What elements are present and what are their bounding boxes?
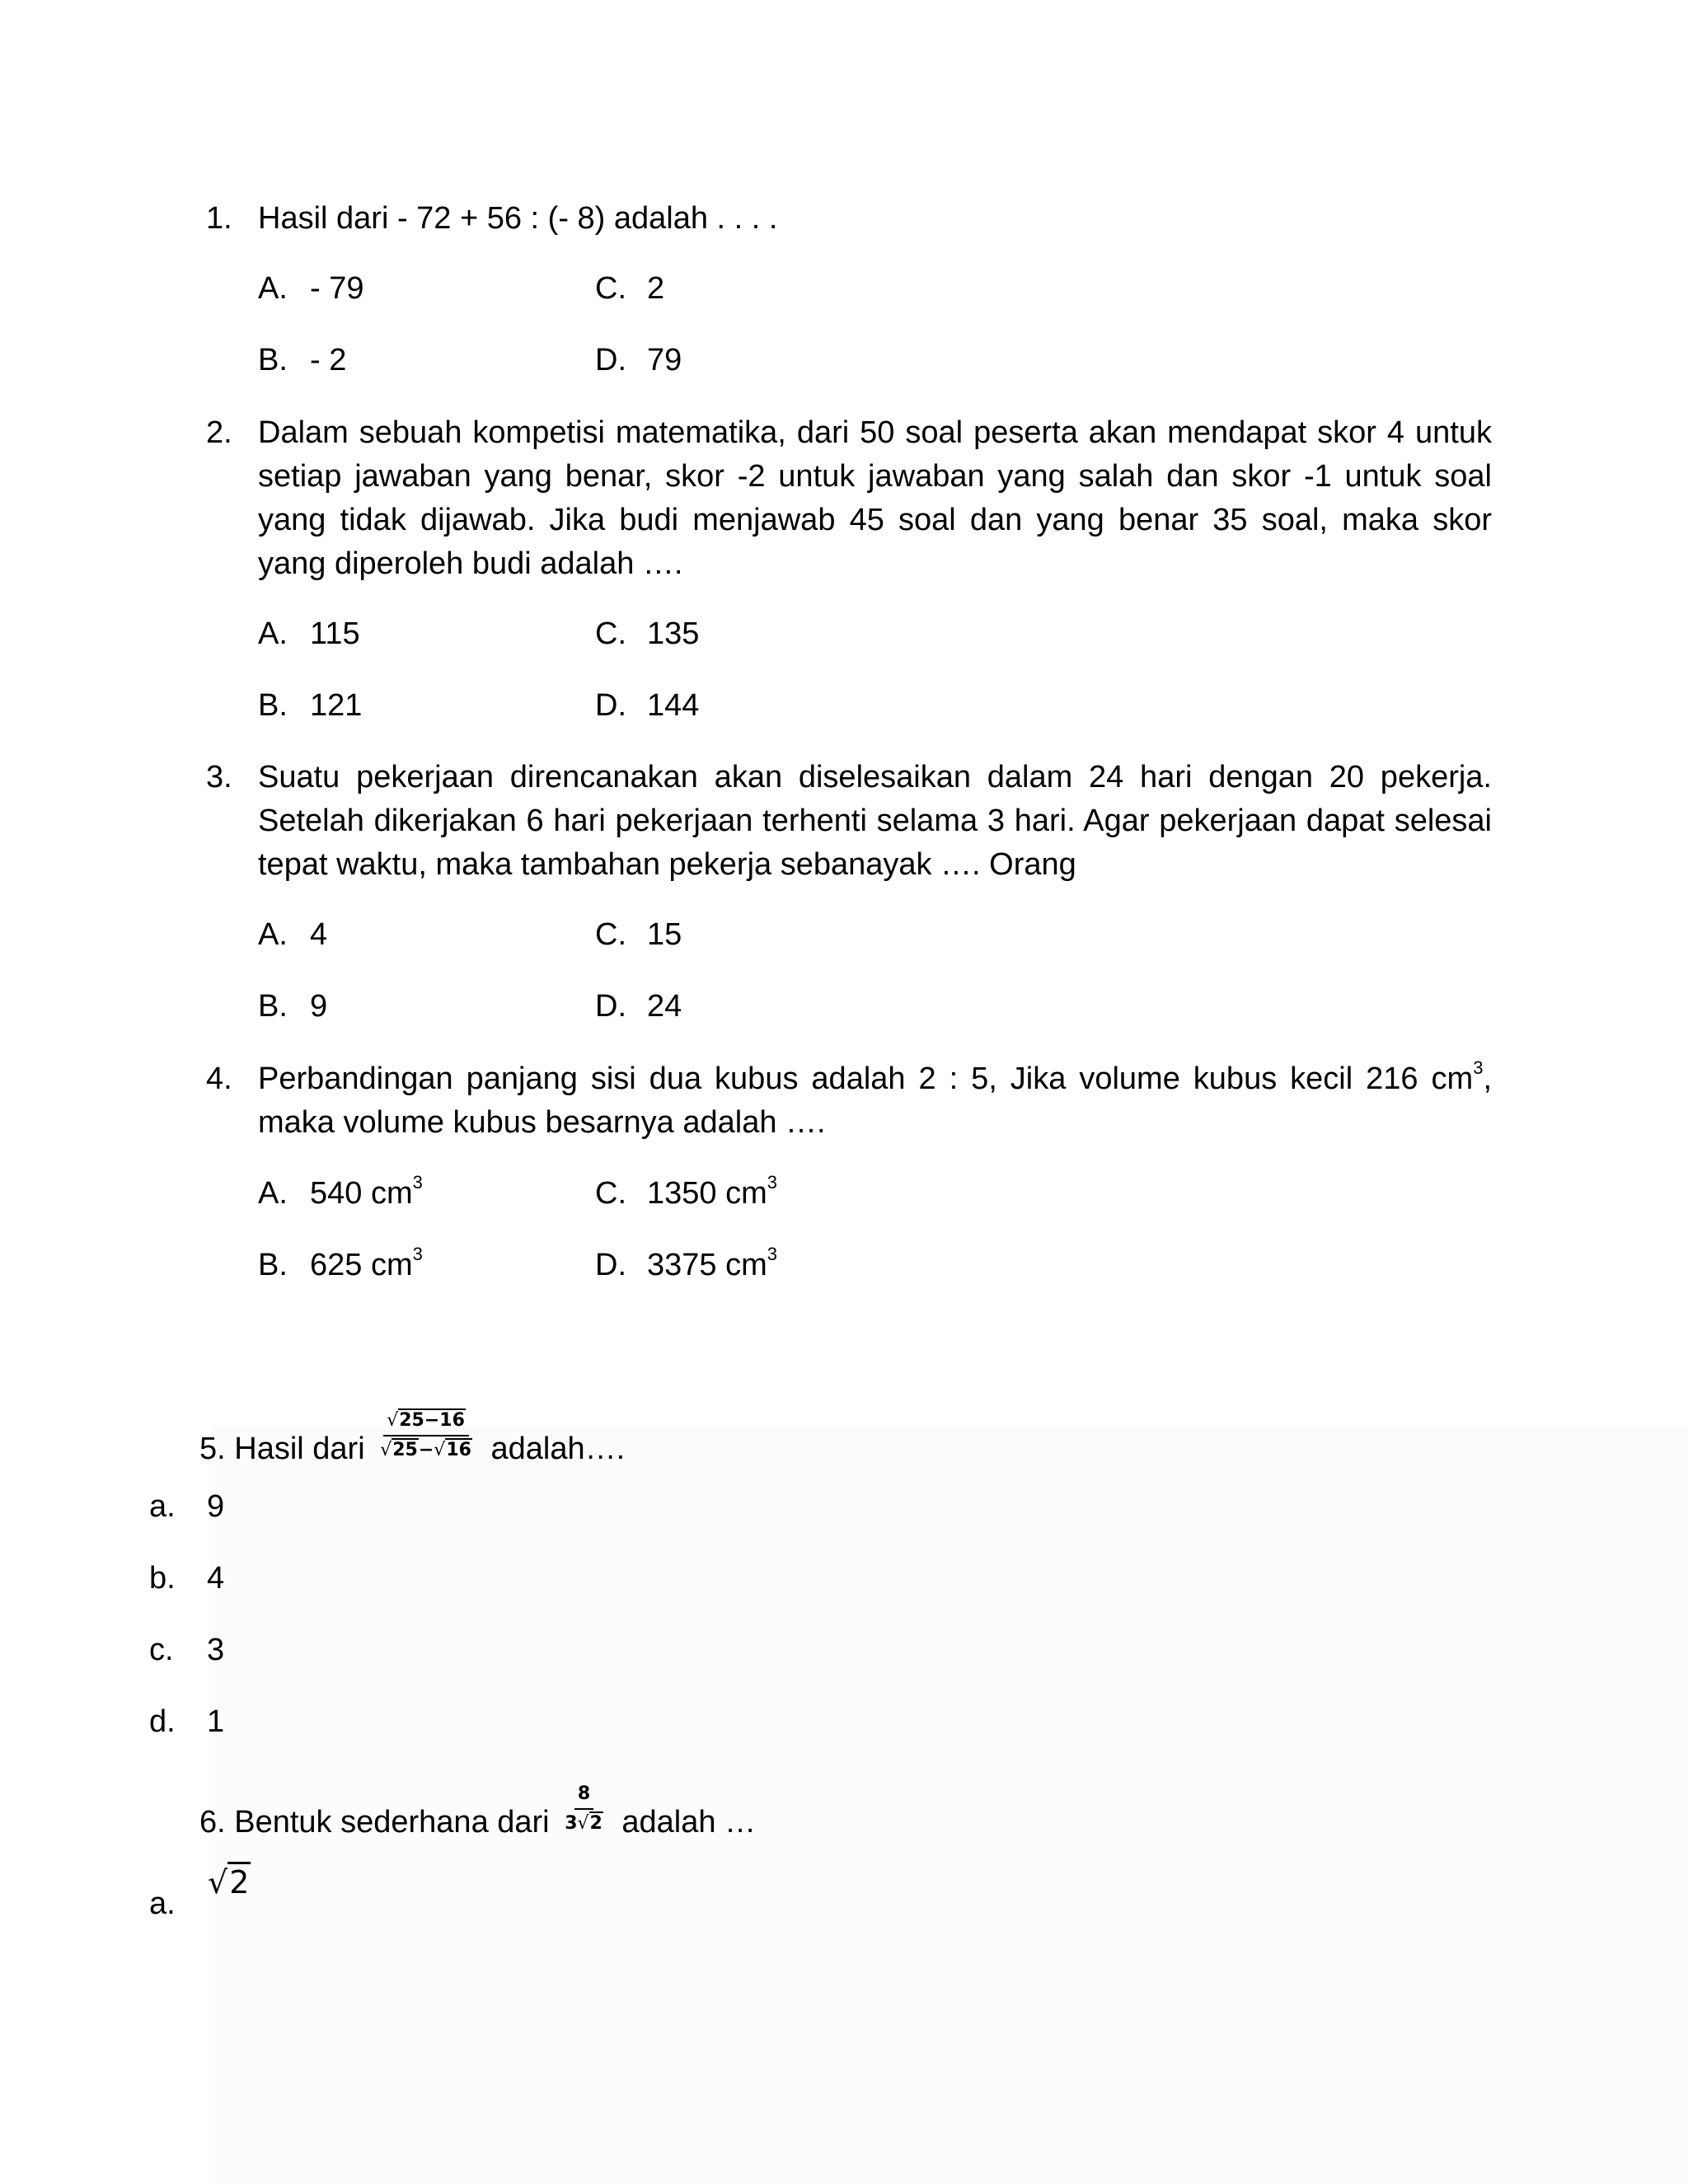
- sqrt-icon: √: [387, 1410, 399, 1431]
- option-letter: C.: [595, 1176, 626, 1211]
- option-a[interactable]: [149, 1882, 207, 1926]
- option-value: 15: [647, 917, 682, 952]
- option-letter: B.: [258, 688, 288, 723]
- radicand: 25: [392, 1440, 418, 1460]
- option-a[interactable]: [258, 1172, 423, 1216]
- option-d[interactable]: [595, 985, 682, 1029]
- question-label: 5. Hasil dari: [199, 1432, 365, 1467]
- option-value: 144: [647, 688, 700, 723]
- option-d[interactable]: [595, 684, 699, 728]
- option-letter: A.: [258, 616, 288, 651]
- radicand: 25−16: [399, 1410, 465, 1431]
- question-1: [206, 197, 1492, 241]
- option-letter: b.: [149, 1561, 176, 1596]
- question-number: 4.: [206, 1062, 232, 1096]
- option-letter: C.: [595, 271, 626, 306]
- option-unit: cm: [370, 1248, 413, 1282]
- option-a[interactable]: [258, 612, 360, 656]
- option-letter: D.: [595, 989, 626, 1024]
- option-value: 540: [310, 1176, 363, 1211]
- sqrt-icon: √: [434, 1440, 446, 1460]
- fraction: [561, 1783, 607, 1835]
- option-value: 79: [647, 343, 682, 377]
- question-tail: adalah….: [490, 1432, 626, 1467]
- option-c[interactable]: [595, 913, 682, 957]
- option-b[interactable]: [149, 1557, 224, 1601]
- question-3: [206, 756, 1492, 887]
- fraction: [377, 1409, 476, 1462]
- radicand: 16: [446, 1440, 471, 1460]
- option-letter: B.: [258, 1248, 288, 1282]
- option-letter: D.: [595, 1248, 626, 1282]
- sqrt-icon: √: [577, 1813, 589, 1834]
- option-a-value: [208, 1864, 251, 1900]
- question-text: Hasil dari - 72 + 56 : (- 8) adalah . . . .: [258, 201, 778, 236]
- option-value: 2: [647, 271, 665, 306]
- option-letter: A.: [258, 271, 288, 306]
- option-c[interactable]: [149, 1629, 224, 1672]
- option-b[interactable]: [258, 684, 362, 728]
- minus-sign: −: [418, 1440, 434, 1460]
- option-a[interactable]: [258, 913, 327, 957]
- option-letter: A.: [258, 1176, 288, 1211]
- option-letter: B.: [258, 989, 288, 1024]
- option-value: 4: [207, 1561, 225, 1596]
- option-value: 24: [647, 989, 682, 1024]
- option-b[interactable]: [258, 985, 327, 1029]
- fraction-numerator: 8: [574, 1783, 593, 1810]
- option-letter: a.: [149, 1886, 176, 1921]
- question-4: [206, 1057, 1492, 1145]
- option-letter: d.: [149, 1704, 176, 1739]
- option-value: 135: [647, 616, 700, 651]
- option-a[interactable]: [258, 267, 363, 311]
- question-number: 3.: [206, 760, 232, 794]
- option-d[interactable]: [149, 1700, 224, 1744]
- option-letter: C.: [595, 917, 626, 952]
- sqrt-icon: √: [208, 1864, 228, 1900]
- question-number: 2.: [206, 415, 232, 450]
- question-text-part: , maka volume kubus besarnya adalah ….: [258, 1062, 1492, 1140]
- option-value: 625: [310, 1248, 363, 1282]
- option-value: 3375: [647, 1248, 717, 1282]
- option-c[interactable]: [595, 612, 699, 656]
- question-text: [258, 1057, 1492, 1145]
- option-value: 9: [207, 1489, 225, 1524]
- question-tail: adalah …: [621, 1805, 757, 1840]
- superscript: 3: [412, 1244, 423, 1264]
- option-letter: c.: [149, 1633, 174, 1667]
- option-letter: D.: [595, 343, 626, 377]
- option-value: 9: [310, 989, 328, 1024]
- option-value: 3: [207, 1633, 225, 1667]
- fraction-numerator: [383, 1409, 469, 1436]
- question-5: [199, 1410, 626, 1477]
- option-value: - 79: [310, 271, 364, 306]
- option-letter: D.: [595, 688, 626, 723]
- question-2: [206, 411, 1492, 586]
- option-b[interactable]: [258, 339, 346, 382]
- option-value: - 2: [310, 343, 347, 377]
- option-value: 1350: [647, 1176, 717, 1211]
- fraction-denominator: [377, 1436, 476, 1462]
- option-unit: cm: [725, 1248, 767, 1282]
- sqrt-icon: √: [380, 1440, 392, 1460]
- fraction-denominator: [561, 1810, 607, 1835]
- option-unit: cm: [370, 1176, 413, 1211]
- radicand: 2: [227, 1862, 251, 1900]
- question-label: 6. Bentuk sederhana dari: [199, 1805, 550, 1840]
- option-letter: B.: [258, 343, 288, 377]
- superscript: 3: [767, 1172, 778, 1193]
- option-unit: cm: [725, 1176, 767, 1211]
- option-c[interactable]: [595, 1172, 777, 1216]
- option-b[interactable]: [258, 1244, 423, 1287]
- question-6: [199, 1783, 757, 1850]
- superscript: 3: [1473, 1057, 1484, 1078]
- option-letter: C.: [595, 616, 626, 651]
- question-text-part: Perbandingan panjang sisi dua kubus adalah 2 : 5, Jika volume kubus kecil 216 cm: [258, 1062, 1474, 1096]
- option-letter: a.: [149, 1489, 176, 1524]
- option-d[interactable]: [595, 339, 682, 382]
- option-d[interactable]: [595, 1244, 777, 1287]
- question-text: Suatu pekerjaan direncanakan akan diselesaikan dalam 24 hari dengan 20 pekerja. Setelah dikerjakan 6 hari pekerjaan terhenti selama 3 hari. Agar pekerjaan dapat selesai tepat waktu, maka tambahan pekerja sebanayak …. Orang: [258, 760, 1492, 882]
- option-c[interactable]: [595, 267, 664, 311]
- option-value: 1: [207, 1704, 225, 1739]
- coefficient: 3: [565, 1813, 578, 1834]
- question-text: Dalam sebuah kompetisi matematika, dari 50 soal peserta akan mendapat skor 4 untuk setiap jawaban yang benar, skor -2 untuk jawaban yang salah dan skor -1 untuk soal yang tidak dijawab. Jika budi menjawab 45 soal dan yang benar 35 soal, maka skor yang diperoleh budi adalah ….: [258, 415, 1492, 581]
- superscript: 3: [412, 1172, 423, 1193]
- option-value: 115: [310, 616, 360, 651]
- option-value: 4: [310, 917, 328, 952]
- option-a[interactable]: [149, 1485, 224, 1529]
- radicand: 2: [589, 1813, 603, 1834]
- superscript: 3: [767, 1244, 778, 1264]
- option-letter: A.: [258, 917, 288, 952]
- question-number: 1.: [206, 201, 232, 236]
- option-value: 121: [310, 688, 363, 723]
